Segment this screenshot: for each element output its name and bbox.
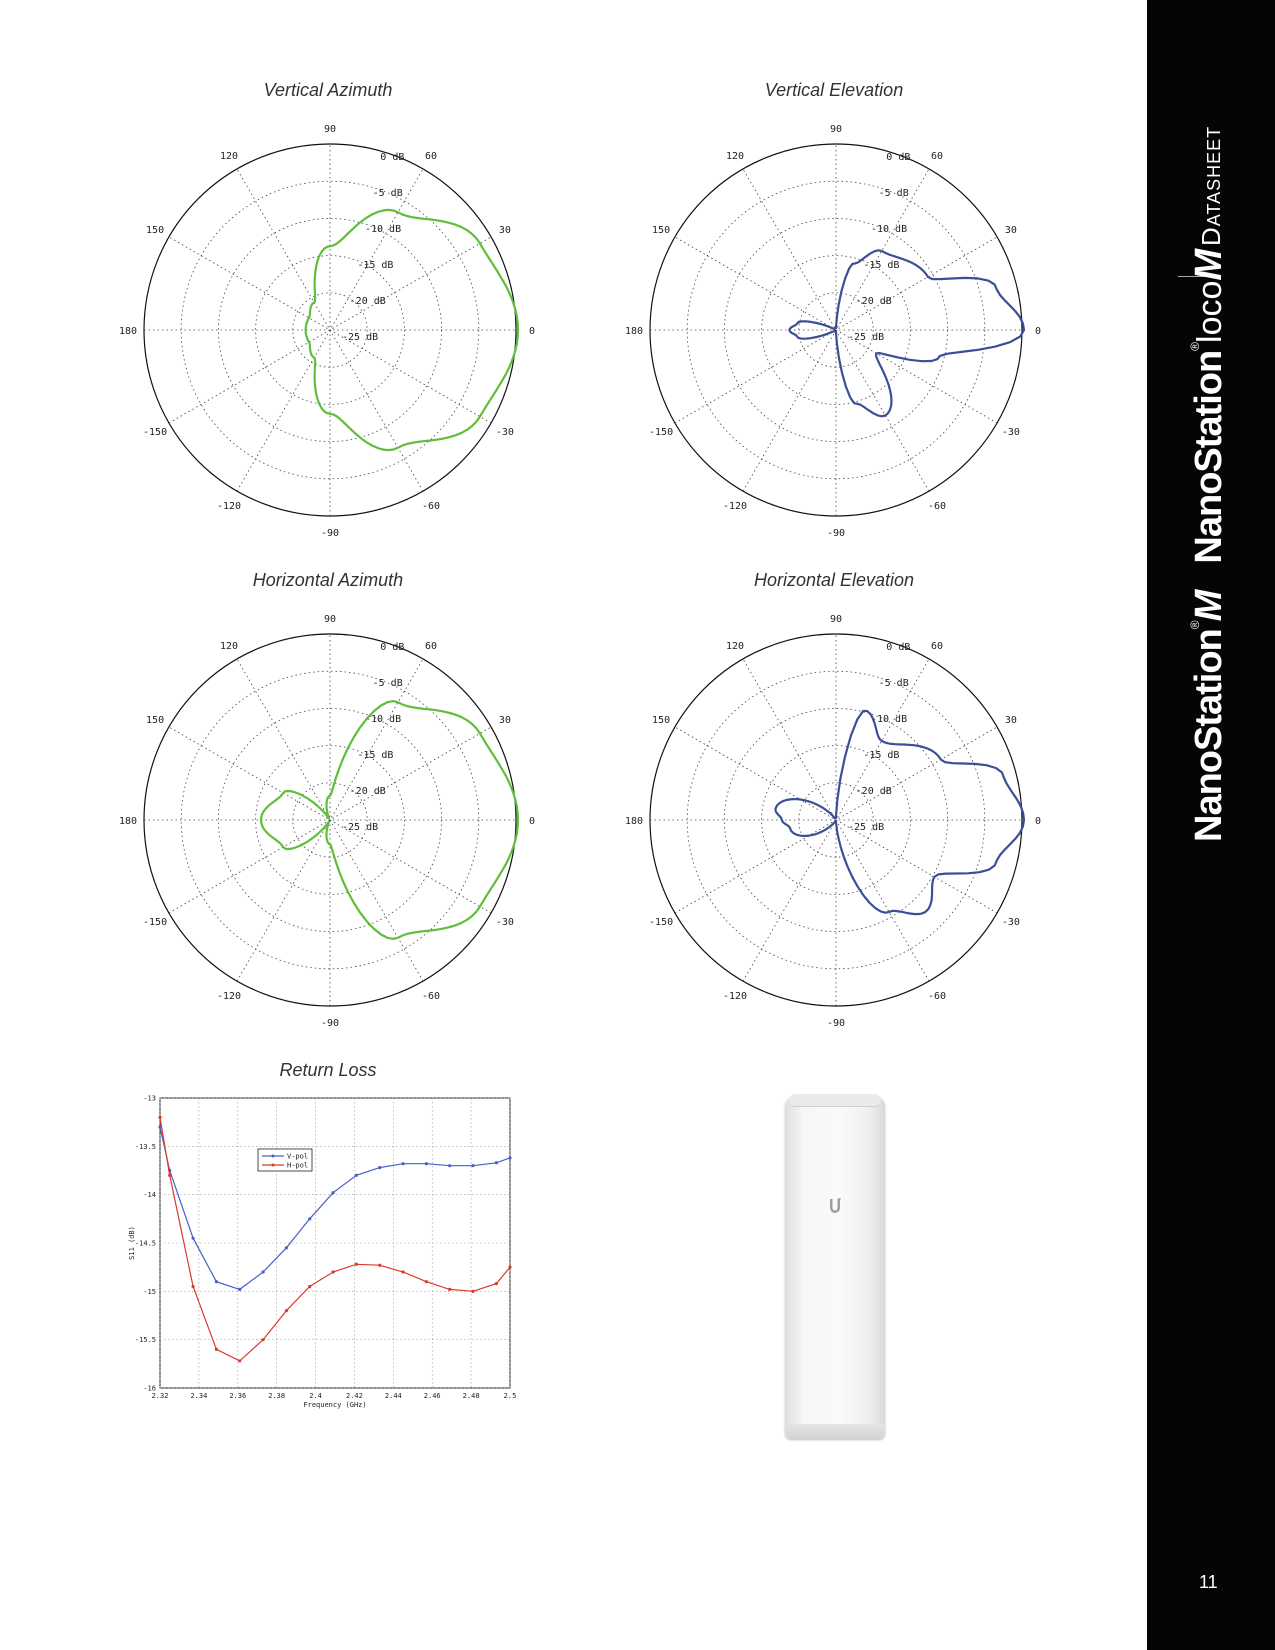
series-point — [331, 1191, 334, 1194]
polar-ring-label: -15 dB — [863, 259, 900, 271]
x-tick-label: 2.46 — [423, 1392, 441, 1400]
series-point — [448, 1288, 451, 1291]
y-tick-label: -15 — [143, 1287, 156, 1296]
series-point — [401, 1162, 404, 1165]
polar-angle-label: -150 — [649, 917, 674, 928]
polar-ring-label: -10 dB — [870, 713, 908, 725]
chart-title-horizontal-azimuth: Horizontal Azimuth — [252, 570, 404, 590]
y-tick-label: -14 — [143, 1191, 156, 1200]
polar-angle-label: -150 — [143, 917, 168, 928]
polar-ring-label: -20 dB — [349, 295, 386, 307]
series-point — [401, 1270, 404, 1273]
polar-angle-label: -90 — [320, 1018, 340, 1029]
legend — [258, 1149, 312, 1171]
series-point — [471, 1164, 474, 1167]
polar-angle-label: 90 — [323, 614, 337, 625]
polar-ring-label: 0 dB — [380, 641, 405, 653]
device-bottom-cap — [785, 1424, 885, 1440]
legend-label: V-pol — [287, 1152, 309, 1161]
polar-angle-label: -30 — [1001, 427, 1020, 438]
series-point — [425, 1280, 428, 1283]
series-point — [238, 1288, 241, 1291]
polar-angle-label: -30 — [1001, 917, 1020, 928]
polar-ring-label: -10 dB — [364, 713, 402, 725]
polar-pattern-curve — [789, 250, 1024, 416]
series-point — [508, 1266, 511, 1269]
polar-ring-label: -5 dB — [372, 187, 403, 199]
y-tick-label: -15.5 — [134, 1336, 156, 1345]
x-tick-label: 2.32 — [151, 1392, 169, 1400]
polar-angle-label: 150 — [652, 225, 671, 236]
chart-title-vertical-azimuth: Vertical Azimuth — [263, 80, 393, 100]
series-point — [191, 1237, 194, 1240]
series-point — [425, 1162, 428, 1165]
series-point — [378, 1166, 381, 1169]
polar-ring-label: -25 dB — [848, 332, 885, 343]
y-tick-label: -14.5 — [134, 1239, 156, 1248]
polar-ring-label: -5 dB — [878, 677, 909, 689]
nanostation-device-photo — [785, 1097, 885, 1440]
polar-angle-label: 180 — [624, 326, 644, 337]
polar-angle-label: -60 — [421, 990, 441, 1002]
polar-angle-label: 180 — [118, 816, 138, 827]
polar-ring-label: -20 dB — [855, 295, 892, 307]
polar-chart-vertical-elevation — [616, 110, 1056, 550]
polar-ring-label: 0 dB — [886, 151, 911, 163]
polar-angle-label: 90 — [829, 124, 843, 135]
series-point — [508, 1156, 511, 1159]
polar-grid — [650, 634, 1022, 1006]
polar-ring-label: 0 dB — [380, 151, 405, 163]
chart-title-return-loss: Return Loss — [279, 1060, 377, 1080]
polar-angle-label: -120 — [216, 990, 242, 1002]
polar-angle-label: -60 — [927, 500, 947, 512]
polar-angle-label: 120 — [725, 151, 745, 163]
polar-angle-label: -120 — [722, 990, 748, 1002]
polar-grid — [650, 144, 1022, 516]
series-point — [285, 1246, 288, 1249]
series-point — [158, 1116, 161, 1119]
x-tick-label: 2.38 — [268, 1392, 286, 1400]
series-point — [261, 1270, 264, 1273]
polar-angle-label: 150 — [146, 715, 165, 726]
series-point — [285, 1309, 288, 1312]
series-point — [308, 1217, 311, 1220]
polar-ring-label: -15 dB — [357, 749, 394, 761]
series-point — [191, 1285, 194, 1288]
polar-ring-label: -20 dB — [349, 785, 386, 797]
polar-angle-label: 30 — [1004, 715, 1017, 726]
polar-angle-label: 90 — [829, 614, 843, 625]
polar-ring-label: -10 dB — [364, 223, 402, 235]
x-tick-label: 2.34 — [190, 1392, 208, 1400]
chart-title-vertical-elevation: Vertical Elevation — [764, 80, 904, 100]
legend-label: H-pol — [287, 1161, 309, 1170]
device-top-cap — [789, 1094, 881, 1107]
polar-angle-label: -90 — [320, 528, 340, 539]
polar-angle-label: 90 — [323, 124, 337, 135]
polar-ring-label: -25 dB — [848, 822, 885, 833]
series-point — [495, 1282, 498, 1285]
polar-ring-label: -25 dB — [342, 332, 379, 343]
ubiquiti-logo-icon — [826, 1197, 844, 1215]
polar-angle-label: -30 — [495, 917, 514, 928]
x-tick-label: 2.4 — [309, 1392, 322, 1400]
x-tick-label: 2.5 — [503, 1392, 517, 1400]
series-point — [215, 1280, 218, 1283]
polar-angle-label: 120 — [219, 641, 239, 653]
series-point — [495, 1161, 498, 1164]
registered-mark-2: ® — [1188, 342, 1202, 351]
polar-angle-label: 60 — [424, 641, 438, 653]
polar-angle-label: -30 — [495, 427, 514, 438]
brand-secondary: NanoStation — [1188, 350, 1230, 564]
series-point — [308, 1285, 311, 1288]
polar-angle-label: 60 — [424, 151, 438, 163]
polar-ring-label: -10 dB — [870, 223, 908, 235]
series-point — [215, 1348, 218, 1351]
polar-ring-label: -5 dB — [878, 187, 909, 199]
series-point — [238, 1359, 241, 1362]
polar-angle-label: 30 — [1004, 225, 1017, 236]
datasheet-label: Datasheet — [1196, 125, 1226, 246]
polar-angle-label: 120 — [219, 151, 239, 163]
polar-angle-label: 30 — [498, 715, 511, 726]
polar-angle-label: 30 — [498, 225, 511, 236]
series-point — [378, 1264, 381, 1267]
polar-angle-label: -90 — [826, 528, 846, 539]
brand-secondary-m: M — [1188, 251, 1230, 281]
polar-angle-label: 0 — [1034, 326, 1042, 337]
polar-ring-label: -15 dB — [357, 259, 394, 271]
registered-mark-1: ® — [1188, 621, 1202, 630]
polar-angle-label: 60 — [930, 641, 944, 653]
polar-chart-horizontal-elevation — [616, 600, 1056, 1040]
series-point — [355, 1174, 358, 1177]
polar-grid — [144, 144, 516, 516]
product-brand — [1188, 252, 1231, 842]
polar-angle-label: 0 — [528, 816, 536, 827]
polar-angle-label: 180 — [624, 816, 644, 827]
polar-ring-label: -5 dB — [372, 677, 403, 689]
polar-angle-label: -120 — [216, 500, 242, 512]
y-tick-label: -13 — [143, 1094, 156, 1103]
series-point — [331, 1270, 334, 1273]
polar-ring-label: -25 dB — [342, 822, 379, 833]
x-tick-label: 2.36 — [229, 1392, 247, 1400]
polar-angle-label: 0 — [528, 326, 536, 337]
polar-angle-label: 180 — [118, 326, 138, 337]
polar-angle-label: -60 — [421, 500, 441, 512]
polar-chart-horizontal-azimuth — [110, 600, 550, 1040]
x-tick-label: 2.42 — [346, 1392, 363, 1400]
brand-primary-m: M — [1188, 592, 1230, 622]
polar-ring-label: -15 dB — [863, 749, 900, 761]
polar-ring-label: -20 dB — [855, 785, 892, 797]
polar-pattern-curve — [261, 701, 518, 939]
series-point — [168, 1174, 171, 1177]
polar-angle-label: -150 — [649, 427, 674, 438]
series-point — [471, 1290, 474, 1293]
polar-angle-label: -90 — [826, 1018, 846, 1029]
polar-angle-label: 120 — [725, 641, 745, 653]
y-tick-label: -16 — [143, 1384, 156, 1393]
x-tick-label: 2.48 — [462, 1392, 480, 1400]
y-tick-label: -13.5 — [134, 1142, 156, 1151]
polar-angle-label: 150 — [146, 225, 165, 236]
polar-chart-vertical-azimuth — [110, 110, 550, 550]
chart-title-horizontal-elevation: Horizontal Elevation — [753, 570, 915, 590]
polar-angle-label: 0 — [1034, 816, 1042, 827]
legend-marker — [272, 1164, 275, 1167]
series-point — [448, 1164, 451, 1167]
page-number: 11 — [1199, 1572, 1218, 1592]
polar-angle-label: 150 — [652, 715, 671, 726]
polar-grid — [144, 634, 516, 1006]
polar-angle-label: -60 — [927, 990, 947, 1002]
polar-pattern-curve — [775, 711, 1024, 914]
legend-marker — [272, 1155, 275, 1158]
y-axis-label: S11 (dB) — [128, 1226, 136, 1260]
brand-primary: NanoStation — [1188, 629, 1230, 842]
polar-angle-label: 60 — [930, 151, 944, 163]
x-axis-label: Frequency (GHz) — [303, 1401, 367, 1409]
polar-angle-label: -150 — [143, 427, 168, 438]
polar-ring-label: 0 dB — [886, 641, 911, 653]
brand-secondary-loco: loco — [1191, 280, 1229, 343]
x-tick-label: 2.44 — [384, 1392, 402, 1400]
polar-angle-label: -120 — [722, 500, 748, 512]
series-point — [261, 1338, 264, 1341]
return-loss-chart — [120, 1090, 530, 1410]
series-point — [355, 1263, 358, 1266]
